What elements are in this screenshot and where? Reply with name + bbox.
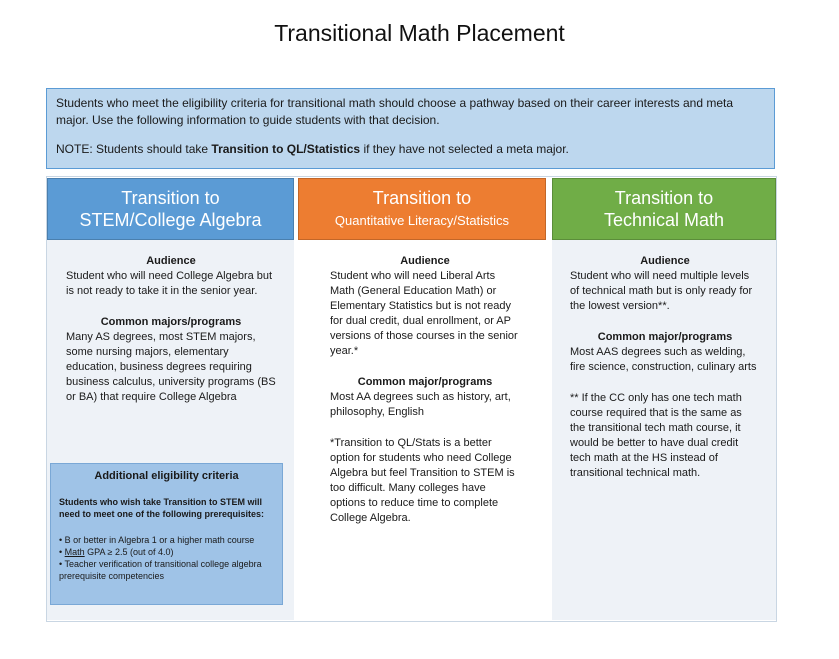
header-ql-line1: Transition to (372, 188, 472, 208)
gpa-rest: GPA ≥ 2.5 (out of 4.0) (84, 547, 174, 557)
ql-footnote: *Transition to QL/Stats is a better option for students who need College Algebra but feel Transition to STEM is too difficult. Many colleges have options to reduce time to complete College Algebra. (330, 437, 515, 524)
header-ql-line2: Quantitative Literacy/Statistics (334, 213, 510, 228)
header-tech-line2: Technical Math (603, 210, 725, 230)
header-tech-line1: Transition to (614, 188, 714, 208)
eligibility-header: Additional eligibility criteria (94, 470, 239, 482)
header-stem-line2: STEM/College Algebra (79, 210, 262, 230)
header-tech (552, 178, 776, 240)
stem-majors-label: Common majors/programs (100, 316, 242, 328)
tech-footnote: ** If the CC only has one tech math course required that is the same as the transitional tech math course, it would be better to have dual credit tech math at the HS instead of transitional technical math. (570, 392, 742, 479)
ql-audience-label: Audience (400, 255, 450, 267)
intro-box (46, 88, 775, 169)
gpa-math-underlined: Math (64, 547, 85, 557)
tech-majors-label: Common major/programs (597, 331, 733, 343)
eligibility-item: • Teacher verification of transitional college algebra prerequisite competencies (59, 558, 274, 582)
eligibility-item-gpa (59, 546, 274, 558)
stem-audience: Student who will need College Algebra but is not ready to take it in the senior year. (66, 270, 273, 297)
ql-majors-label: Common major/programs (357, 376, 493, 388)
ql-audience: Student who will need Liberal Arts Math (General Education Math) or Elementary Statistics but is not ready for dual credit, dual enrollment, or AP versions of those courses in the senior year.* (330, 270, 518, 357)
note-bold: Transition to QL/Statistics (211, 142, 361, 156)
note-suffix: if they have not selected a meta major. (360, 142, 569, 156)
ql-majors: Most AA degrees such as history, art, philosophy, English (330, 391, 511, 418)
note-prefix: NOTE: Students should take (56, 142, 212, 156)
additional-eligibility-box (50, 463, 283, 605)
tech-body (570, 254, 760, 481)
tech-audience-label: Audience (640, 255, 690, 267)
ql-body (330, 254, 520, 526)
header-ql (298, 178, 546, 240)
tech-majors: Most AAS degrees such as welding, fire science, construction, culinary arts (570, 346, 757, 373)
stem-majors: Many AS degrees, most STEM majors, some nursing majors, elementary education, business degrees requiring business calculus, university programs (BS or BA) that require College Algebra (66, 331, 276, 403)
header-stem-line1: Transition to (121, 188, 220, 208)
intro-note (56, 141, 765, 158)
eligibility-lead: Students who wish take Transition to STEM will need to meet one of the following prerequisites: (59, 497, 265, 519)
stem-audience-label: Audience (146, 255, 196, 267)
stem-body (66, 254, 276, 405)
eligibility-list (59, 534, 274, 582)
intro-text: Students who meet the eligibility criteria for transitional math should choose a pathway based on their career interests and meta major. Use the following information to guide students with that decision. (56, 96, 734, 127)
tech-audience: Student who will need multiple levels of technical math but is only ready for the lowest version**. (570, 270, 753, 312)
eligibility-item: • B or better in Algebra 1 or a higher math course (59, 534, 274, 546)
header-stem (47, 178, 294, 240)
page-title: Transitional Math Placement (274, 20, 565, 46)
